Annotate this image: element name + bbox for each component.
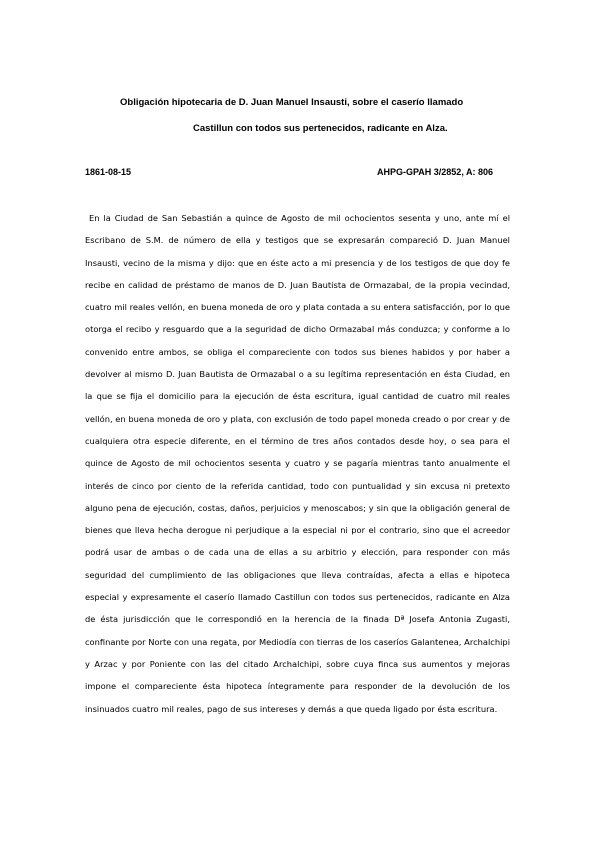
document-title-line-1: Obligación hipotecaria de D. Juan Manuel Insausti, sobre el caserío llamado <box>120 97 464 108</box>
document-date: 1861-08-15 <box>85 167 132 177</box>
document-body: En la Ciudad de San Sebastián a quince de Agosto de mil ochocientos sesenta y uno, ante mí el Escribano de S.M. de número de ella y testigos que se expresarán compareció D. Juan Manuel Insausti, vecino de la misma y dijo: que en éste acto a mi presencia y de los testigos de que doy fe recibe en calidad de préstamo de manos de D. Juan Bautista de Ormazabal, de la propia vecindad, cuatro mil reales vellón, en buena moneda de oro y plata contada a su entera satisfacción, por lo que otorga el recibo y resguardo que a la seguridad de dicho Ormazabal más conduzca; y conforme a lo convenido entre ambos, se obliga el compareciente con todos sus bienes habidos y por haber a devolver al mismo D. Juan Bautista de Ormazabal o a su legítima representación en ésta Ciudad, en la que se fija el domicilio para la ejecución de ésta escritura, igual cantidad de cuatro mil reales vellón, en buena moneda de oro y plata, con exclusión de todo papel moneda creado o por crear y de cualquiera otra especie diferente, en el término de tres años contados desde hoy, o sea para el quince de Agosto de mil ochocientos sesenta y cuatro y se pagaría mientras tanto anualmente el interés de cinco por ciento de la referida cantidad, todo con puntualidad y sin excusa ni pretexto alguno pena de ejecución, costas, daños, perjuicios y menoscabos; y sin que la obligación general de bienes que lleva hecha derogue ni perjudique a la especial ni por el contrario, sino que el acreedor podrá usar de ambas o de cada una de ellas a su arbitrio y elección, para responder con más seguridad del cumplimiento de las obligaciones que lleva contraídas, afecta a ellas e hipoteca especial y expresamente el caserío llamado Castillun con todos sus pertenecidos, radicante en Alza de ésta jurisdicción que le correspondió en la herencia de la finada Dª Josefa Antonia Zugasti, confinante por Norte con una regata, por Mediodía con tierras de los caseríos Galantenea, Archalchipi y Arzac y por Poniente con las del citado Archalchipi, sobre cuya finca sus aumentos y mejoras impone el compareciente ésta hipoteca íntegramente para responder de la devolución de los insinuados cuatro mil reales, pago de sus intereses y demás a que queda ligado por ésta escritura. <box>85 213 510 714</box>
archive-reference: AHPG-GPAH 3/2852, A: 806 <box>376 167 493 177</box>
document-title-line-2: Castillun con todos sus pertenecidos, radicante en Alza. <box>193 123 448 134</box>
